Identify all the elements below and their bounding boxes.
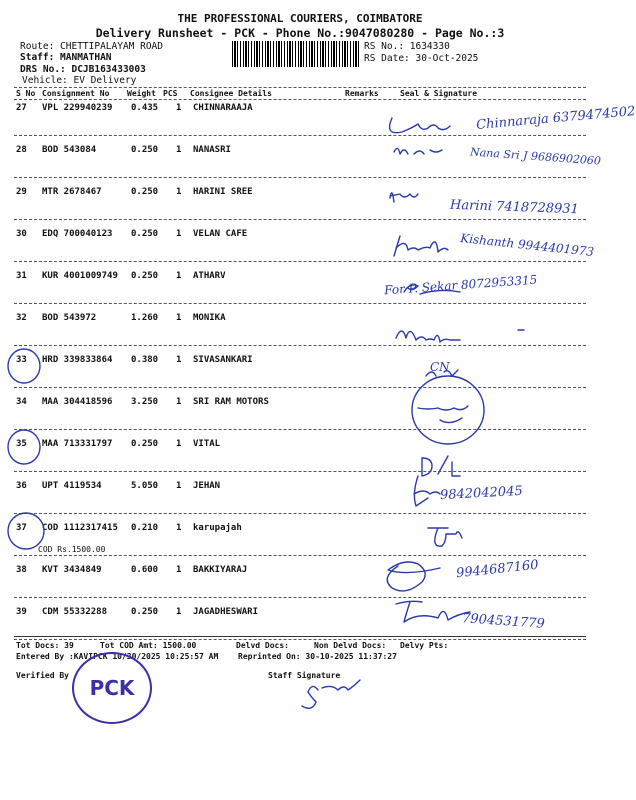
row-weight: 5.050 (131, 481, 159, 491)
drs-label: DRS No.: DCJB163433003 (20, 64, 146, 75)
hand-38: 9944687160 (455, 557, 540, 582)
hand-29: Harini 7418728931 (449, 197, 580, 218)
row-pcs: 1 (176, 565, 182, 575)
delivered-docs: Delvd Docs: (236, 641, 289, 650)
row-pcs: 1 (176, 271, 182, 281)
col-consignee: Consignee Details (190, 89, 272, 98)
row-sno: 35 (16, 439, 27, 449)
row-weight: 0.435 (131, 103, 159, 113)
hand-31: For P. Sekar 8072953315 (383, 272, 538, 298)
row-sno: 39 (16, 607, 27, 617)
row-consignee: JEHAN (193, 481, 221, 491)
row-sno: 34 (16, 397, 27, 407)
col-sno: S No (16, 89, 36, 98)
hand-33: CN (430, 360, 450, 374)
row-sno: 31 (16, 271, 27, 281)
row-consignment-no: HRD 339833864 (42, 355, 113, 365)
row-consignment-no: KVT 3434849 (42, 565, 102, 575)
reprinted-on: Reprinted On: 30-10-2025 11:37:27 (238, 652, 397, 661)
col-remarks: Remarks (345, 89, 379, 98)
row-pcs: 1 (176, 397, 182, 407)
entered-by: Entered By :KAVIPCK 10/30/2025 10:25:57 AM (16, 652, 219, 661)
hand-28: Nana Sri J 9686902060 (469, 145, 602, 168)
row-consignee: BAKKIYARAJ (193, 565, 248, 575)
row-weight: 1.260 (131, 313, 159, 323)
col-weight: Weight (127, 89, 156, 98)
row-pcs: 1 (176, 607, 182, 617)
row-consignment-no: MAA 713331797 (42, 439, 113, 449)
row-sno: 27 (16, 103, 27, 113)
row-pcs: 1 (176, 103, 182, 113)
row-sno: 38 (16, 565, 27, 575)
row-weight: 0.600 (131, 565, 159, 575)
row-sno: 37 (16, 523, 27, 533)
rs-number: RS No.: 1634330 (364, 41, 450, 52)
row-sno: 29 (16, 187, 27, 197)
row-weight: 0.380 (131, 355, 159, 365)
row-consignee: karupajah (193, 523, 242, 533)
row-weight: 3.250 (131, 397, 159, 407)
row-weight: 0.250 (131, 187, 159, 197)
row-pcs: 1 (176, 355, 182, 365)
row-pcs: 1 (176, 313, 182, 323)
vehicle-label: Vehicle: EV Delivery (22, 75, 137, 86)
row-sno: 36 (16, 481, 27, 491)
staff-label: Staff: MANMATHAN (20, 52, 112, 63)
row-pcs: 1 (176, 187, 182, 197)
total-cod-amount: Tot COD Amt: 1500.00 (100, 641, 197, 650)
row-weight: 0.250 (131, 271, 159, 281)
row-consignee: ATHARV (193, 271, 226, 281)
row-sno: 28 (16, 145, 27, 155)
row-consignee: JAGADHESWARI (193, 607, 259, 617)
row-pcs: 1 (176, 523, 182, 533)
verified-by-label: Verified By (16, 671, 69, 680)
row-consignment-no: CDM 55332288 (42, 607, 108, 617)
row-consignment-no: MTR 2678467 (42, 187, 102, 197)
row-consignment-no: VPL 229940239 (42, 103, 113, 113)
row-consignment-no: EDQ 700040123 (42, 229, 113, 239)
staff-signature-label: Staff Signature (268, 671, 341, 680)
row-sno: 30 (16, 229, 27, 239)
row-sno: 33 (16, 355, 27, 365)
row-pcs: 1 (176, 145, 182, 155)
row-consignment-no: COD 1112317415 (42, 523, 118, 533)
hand-36: 9842042045 (439, 483, 524, 504)
row-consignment-no: BOD 543084 (42, 145, 97, 155)
hand-39: 7904531779 (461, 611, 546, 632)
row-consignment-no: MAA 304418596 (42, 397, 113, 407)
non-delivered-docs: Non Delvd Docs: (314, 641, 387, 650)
col-pcs: PCS (163, 89, 178, 98)
col-seal-signature: Seal & Signature (400, 89, 478, 98)
delivery-points: Delvy Pts: (400, 641, 449, 650)
row-consignee: MONIKA (193, 313, 226, 323)
row-consignee: SRI RAM MOTORS (193, 397, 269, 407)
row-sno: 32 (16, 313, 27, 323)
company-name: THE PROFESSIONAL COURIERS, COIMBATORE (177, 12, 423, 25)
col-consignment: Consignment No (42, 89, 110, 98)
row-consignee: VITAL (193, 439, 221, 449)
footer-rule (14, 636, 586, 637)
runsheet-title: Delivery Runsheet - PCK - Phone No.:9047080280 - Page No.:3 (95, 26, 505, 40)
row-consignee: HARINI SREE (193, 187, 253, 197)
row-consignee: SIVASANKARI (193, 355, 253, 365)
pck-stamp: PCK (72, 652, 152, 724)
row-consignment-no: BOD 543972 (42, 313, 97, 323)
row-weight: 0.210 (131, 523, 159, 533)
total-docs: Tot Docs: 39 (16, 641, 74, 650)
route-label: Route: CHETTIPALAYAM ROAD (20, 41, 163, 52)
row-consignee: CHINNARAAJA (193, 103, 253, 113)
row-weight: 0.250 (131, 145, 159, 155)
row-weight: 0.250 (131, 439, 159, 449)
row-consignment-no: KUR 4001009749 (42, 271, 118, 281)
row-pcs: 1 (176, 439, 182, 449)
row-pcs: 1 (176, 229, 182, 239)
row-consignee: VELAN CAFE (193, 229, 248, 239)
row-consignment-no: UPT 4119534 (42, 481, 102, 491)
row-weight: 0.250 (131, 607, 159, 617)
row-consignee: NANASRI (193, 145, 231, 155)
row-cod-note: COD Rs.1500.00 (38, 545, 106, 554)
rs-date: RS Date: 30-Oct-2025 (364, 53, 479, 64)
hand-27: Chinnaraja 6379474502 (475, 104, 636, 133)
row-pcs: 1 (176, 481, 182, 491)
row-weight: 0.250 (131, 229, 159, 239)
hand-30: Kishanth 9944401973 (459, 231, 595, 259)
